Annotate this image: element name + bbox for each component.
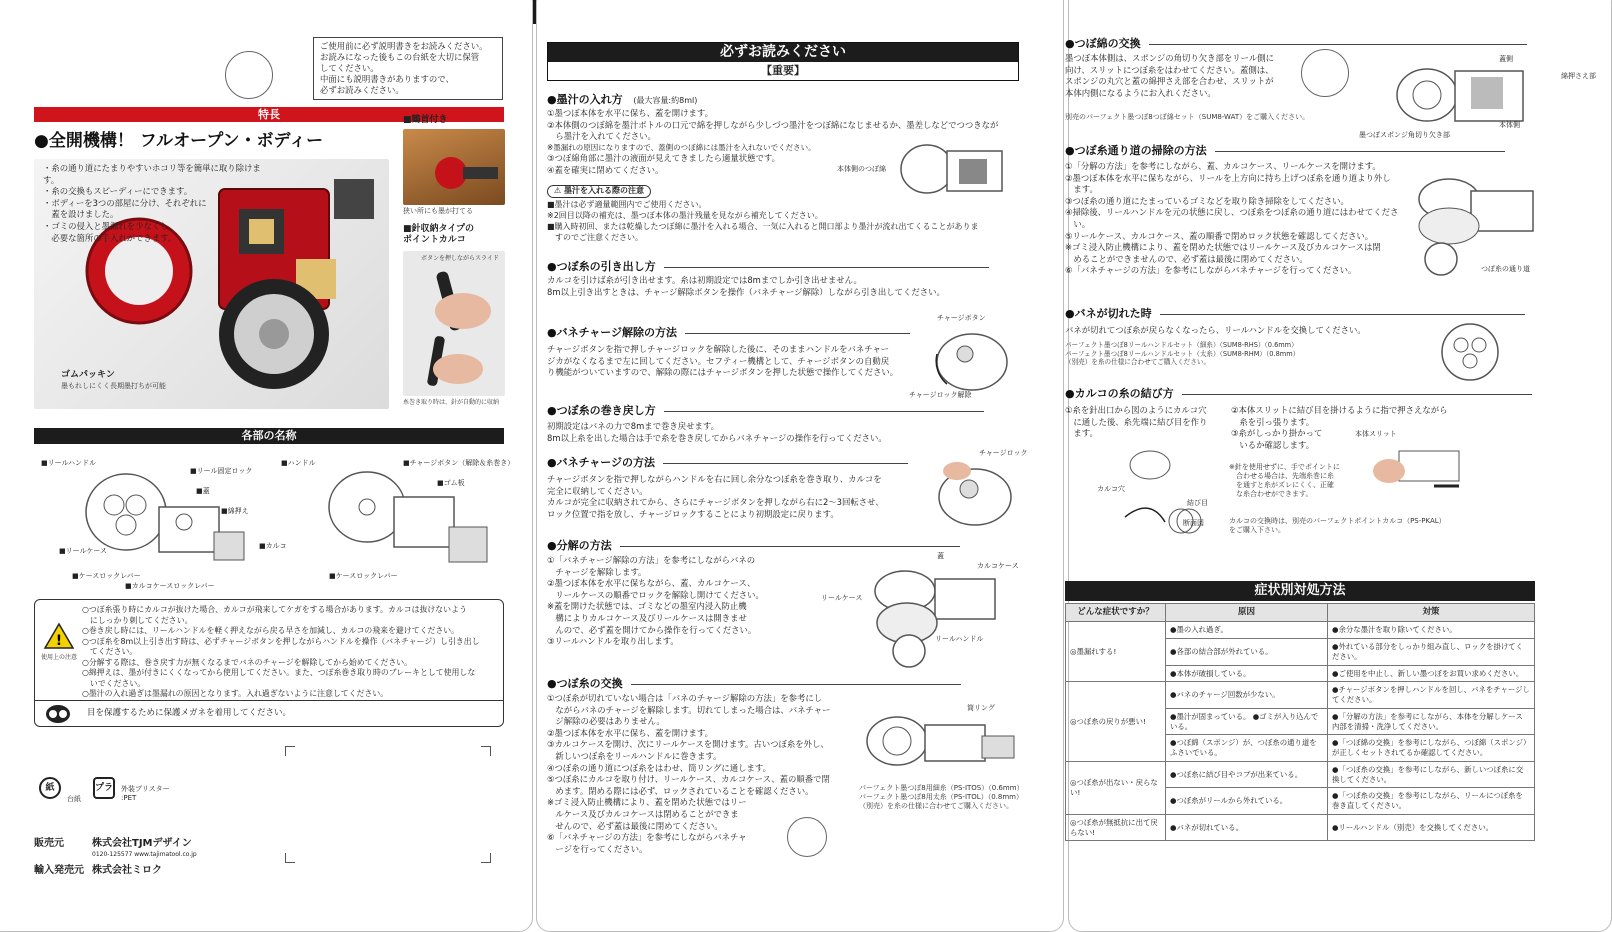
ink-caution: ■購入時初回、または乾燥したつぼ綿に墨汁を入れる場合、一気に入れると開口部より墨汁が流れ出てくることがありま [547, 222, 979, 232]
needle-photo [403, 251, 505, 396]
gasket-title: ゴムパッキン [61, 370, 115, 380]
spring-title: ●バネが切れた時 [1065, 307, 1525, 322]
release-line: ジカがなくなるまで左に回してください。セフティー機構として、チャージボタンの自動戻 [547, 355, 890, 366]
knot-line: ③糸がしっかり掛かって [1231, 428, 1323, 439]
read-first-notice [313, 37, 503, 100]
reel-handle-diagram [1435, 321, 1505, 383]
disassemble-label: カルコケース [977, 562, 1019, 570]
warning-box [34, 599, 504, 727]
warning-icon-wrap [41, 622, 77, 662]
hook-photo [403, 129, 505, 205]
knot-label: カルコ穴 [1097, 485, 1125, 493]
charge-line: ロック位置で指を放し、チャージロックすることにより初期設定に戻ります。 [547, 508, 839, 519]
charge-line: チャージボタンを指で押しながらハンドルを右に回し余分なつぼ糸を巻き取り、カルコを [547, 474, 882, 484]
disassemble-line: 構によりカルコケース及びリールケースは開きませ [547, 612, 747, 623]
notice-line: 必ずお読みください。 [320, 84, 404, 95]
fix-cell: ●ご使用を中止し、新しい墨つぼをお買い求めください。 [1328, 665, 1535, 682]
clean-line: ②墨つぼ本体を水平に保ちながら、リールを上方向に持ち上げつぼ糸を通り道より外し [1065, 172, 1391, 183]
rewind-line: 初期設定はバネの力で8mまで巻き戻せます。 [547, 421, 719, 431]
ink-caution: ※2回目以降の補充は、墨つぼ本体の墨汁残量を見ながら補充してください。 [547, 211, 823, 221]
table-row [1066, 761, 1535, 788]
clean-line: ※ゴミ浸入防止機構により、蓋を閉めた状態ではリールケース及びカルコケースは閉 [1065, 242, 1381, 253]
karuko-note [1229, 517, 1446, 535]
part-label: ■リールケース [59, 547, 107, 555]
clean-line: ます。 [1065, 184, 1098, 195]
replace-note-line: パーフェクト墨つぼ8用太糸（PS-ITOL）（0.8mm） [859, 793, 1023, 802]
knot-note-line: を通すと糸がズレにくく、正確 [1229, 481, 1334, 490]
recycle-paper-label: 台紙 [67, 795, 81, 803]
rewind-title: ●つぼ糸の巻き戻し方 [547, 404, 984, 419]
spring-text: バネが切れてつぼ糸が戻らなくなったら、リールハンドルを交換してください。 [1065, 325, 1366, 335]
replace-line: せんので、必ず蓋は最後に閉めてください。 [547, 820, 723, 831]
release-label: チャージロック解除 [909, 391, 972, 399]
warning-item: ○墨汁の入れ過ぎは墨漏れの原因となります。入れ過ぎないように注意してください。 [82, 689, 389, 698]
disassemble-line: ③リールハンドルを取り出します。 [547, 636, 679, 647]
ink-step: ②本体側のつぼ綿を墨汁ボトルの口元で綿を押しながら少しづつ墨汁をつぼ綿になじませるか、墨差しなどでつつきなが [547, 119, 999, 130]
replace-line: ージを行ってください。 [547, 843, 648, 854]
importer-name: 株式会社ミロク [92, 865, 162, 876]
hanging-hole [1301, 49, 1349, 97]
replace-line: ルケース及びカルコケースは閉めることができま [547, 808, 739, 819]
fix-cell: ●「分解の方法」を参考にしながら、本体を分解しケース内部を清掃・洗浄してください。 [1328, 708, 1535, 735]
knot-line: ます。 [1065, 428, 1098, 439]
needle-note: 糸巻き取り時は、針が自動的に収納 [403, 399, 500, 406]
ink-caution-title [547, 185, 651, 198]
notice-line: してください。 [320, 62, 379, 73]
feature-item: 蓋を設けました。 [43, 209, 119, 220]
cotton-title: ●つぼ綿の交換 [1065, 37, 1527, 52]
replace-line: ②墨つぼ本体を水平に保ち、蓋を開けます。 [547, 727, 713, 738]
table-header-row [1066, 604, 1535, 622]
cause-cell: ●墨汁が固まっている。 ●ゴミが入り込んでいる。 [1166, 708, 1328, 735]
ink-cotton-label: 本体側のつぼ綿 [837, 165, 886, 173]
needle-title [403, 224, 474, 246]
knot-left [1065, 405, 1235, 440]
needle-title-line: ポイントカルコ [403, 234, 466, 245]
cotton-line: 向け、スリットにつぼ糸をはわせてください。蓋側は、 [1065, 64, 1274, 75]
disassemble-diagram [867, 561, 1017, 671]
clean-title: ●つぼ糸通り道の掃除の方法 [1065, 144, 1505, 159]
cotton-line: 墨つぼ本体側は、スポンジの角切り欠き部をリール側に [1065, 53, 1274, 63]
release-diagram [927, 324, 1027, 394]
ink-step: ③つぼ綿角部に墨汁の液面が見えてきましたら適量状態です。 [547, 153, 780, 164]
parts-bar: 各部の名称 [34, 428, 504, 444]
knot-line: いるか確認します。 [1231, 439, 1315, 450]
recycle-plastic-material: :PET [121, 794, 137, 803]
part-label: ■ゴム板 [437, 479, 465, 487]
warning-item: てください。 [82, 647, 138, 656]
recycle-plastic-label: 外装ブリスター [121, 785, 170, 793]
cotton-line: スポンジの丸穴と蓋の綿押さえ部を合わせ、スリットが [1065, 76, 1274, 87]
pull-title: ●つぼ糸の引き出し方 [547, 260, 989, 275]
features-text [43, 163, 273, 244]
replace-line: ⑥「バネチャージの方法」を参考にしながらバネチャ [547, 832, 747, 843]
knot-note-line: 合わせる場合は、先端糸巻に糸 [1229, 472, 1334, 481]
fix-cell: ●外れている部分をしっかり組み直し、ロックを掛けてください。 [1328, 638, 1535, 665]
replace-diagram [857, 711, 1022, 773]
part-label: ■ケースロックレバー [72, 572, 141, 580]
fix-cell: ●余分な墨汁を取り除いてください。 [1328, 622, 1535, 639]
replace-note-line: （別売）を糸の仕様に合わせてご購入ください。 [859, 802, 1013, 811]
disassemble-line: ②墨つぼ本体を水平に保ちながら、蓋、カルコケース、 [547, 578, 756, 589]
part-label: ■リール固定ロック [190, 467, 253, 475]
part-label: ■ケースロックレバー [329, 572, 398, 580]
cause-cell: ●つぼ糸がリールから外れている。 [1166, 788, 1328, 815]
warning-triangle-icon [44, 622, 74, 650]
warning-list [82, 605, 500, 700]
knot-note-line: な糸合わせができます。 [1229, 490, 1313, 499]
knot-label: 断面図 [1183, 519, 1204, 527]
pull-text [547, 275, 1027, 298]
needle-photo-illustration [403, 251, 505, 396]
cotton-label: 墨つぼスポンジ角切り欠き部 [1359, 131, 1450, 139]
ink-section-title [547, 93, 697, 108]
plastic-recycle-icon: プラ [93, 777, 115, 799]
part-label: ■リールハンドル [41, 459, 96, 467]
cause-cell: ●各部の結合部が外れている。 [1166, 638, 1328, 665]
cotton-line: 本体内側になるようにお入れください。 [1065, 87, 1216, 98]
clean-line: ①「分解の方法」を参考にしながら、蓋、カルコケース、リールケースを開けます。 [1065, 161, 1381, 171]
warning-item: にしっかり刺してください。 [82, 615, 193, 625]
karuko-note-line: をご購入下さい。 [1229, 526, 1285, 535]
ink-step: ④蓋を確実に閉めてください。 [547, 164, 664, 175]
pull-line: カルコを引けば糸が引き出せます。糸は初期設定では8mまでしか引き出せません。 [547, 275, 862, 285]
disassemble-label: 蓋 [937, 552, 944, 560]
warning-item: ○巻き戻し時には、リールハンドルを軽く押えながら戻る早さを加減し、カルコの飛来を避けてください。 [82, 626, 460, 635]
cotton-label: 綿押さえ部 [1561, 72, 1596, 80]
ink-diagram [897, 139, 1017, 199]
seller-contact: 0120-125577 www.tajimatool.co.jp [92, 851, 197, 858]
notice-line: お読みになった後もこの台紙を大切に保管 [320, 51, 480, 62]
hanging-hole [225, 51, 273, 99]
fix-cell: ●チャージボタンを押しハンドルを回し、バネをチャージしてください。 [1328, 682, 1535, 709]
charge-line: カルコが完全に収納されてから、さらにチャージボタンを押しながら右に2〜3回転させ、 [547, 497, 884, 508]
knot-line: ②本体スリットに結び目を掛けるように指で押さえながら [1231, 405, 1448, 415]
part-label: ■カルコケースロックレバー [125, 582, 215, 590]
knot-note-line: ※針を使用せずに、手でポイントに [1229, 463, 1340, 471]
hook-note: 狭い所にも墨が打てる [403, 207, 473, 215]
seller-name: 株式会社TJMデザイン [92, 838, 192, 849]
disassemble-label: リールケース [821, 594, 863, 602]
table-title: 症状別対処方法 [1065, 581, 1535, 601]
clean-line: い。 [1065, 218, 1091, 229]
replace-label: 筒リング [967, 704, 995, 712]
clean-line: ③つぼ糸の通り道にたまっているゴミなどを取り除き掃除をしてください。 [1065, 195, 1349, 206]
importer-label: 輸入発売元 [34, 865, 84, 876]
hook-photo-illustration [403, 129, 505, 205]
warning-divider [35, 700, 503, 701]
warning-item: ○つぼ糸を8m以上引き出す時は、必ずチャージボタンを押しながらハンドルを操作（バネチャージ）し引き出し [82, 636, 480, 646]
important-subtitle: 【重要】 [761, 64, 805, 77]
table-row [1066, 814, 1535, 841]
replace-line: ④つぼ糸の通り道につぼ糸をはわせ、筒リングに通します。 [547, 762, 771, 773]
clean-label: つぼ糸の通り道 [1481, 265, 1530, 273]
needle-slide-label: ボタンを押しながらスライド [421, 255, 499, 262]
disassemble-label: リールハンドル [935, 635, 984, 643]
knot-label: 結び目 [1187, 499, 1208, 507]
goggles-icon [45, 704, 71, 724]
crop-mark [285, 853, 295, 863]
knot-line: ①糸を針出口から図のようにカルコ穴 [1065, 405, 1207, 415]
warning-icon-label: 使用上の注意 [41, 654, 78, 662]
warning-item: ○分解する際は、巻き戻す力が無くなるまでバネのチャージを解除してから始めてください。 [82, 657, 413, 667]
disassemble-text [547, 555, 797, 648]
ink-caution: ■墨汁は必ず適量範囲内でご使用ください。 [547, 200, 707, 209]
knot-line: 糸を引っ張ります。 [1231, 416, 1315, 427]
replace-line: ③カルコケースを開け、次にリールケースを開けます。古いつぼ糸を外し、 [547, 739, 829, 750]
warning-item: ○綿押えは、墨が付きにくくなってから使用してください。また、つぼ糸巻き取り時のブレーキとして使用しな [82, 668, 476, 677]
headline: ●全開機構！ フルオープン・ボディー [34, 131, 324, 151]
features-bar: 特長 [34, 107, 504, 122]
clean-text [1065, 161, 1405, 277]
disassemble-line: ※蓋を開けた状態では、ゴミなどの墨室内浸入防止機 [547, 601, 747, 612]
rewind-text [547, 421, 1027, 444]
feature-item: 必要な箇所の手入れができます。 [43, 232, 177, 243]
warning-item: ○つぼ糸張り時にカルコが抜けた場合、カルコが飛来してケガをする場合があります。カルコは抜けないよう [82, 605, 467, 614]
ink-step: ら墨汁を入れてください。 [547, 131, 656, 142]
release-text [547, 344, 917, 379]
table-row [1066, 622, 1535, 639]
knot-line: に通した後、糸先端に結び目を作り [1065, 416, 1208, 427]
column-header: 対策 [1328, 604, 1535, 622]
ink-title: ●墨汁の入れ方 [547, 93, 631, 106]
cause-cell: ●つぼ糸に結び目やコブが出来ている。 [1166, 761, 1328, 788]
recycle-plastic [121, 785, 170, 803]
part-label: ■ハンドル [281, 459, 316, 467]
panel-front [0, 0, 533, 932]
needle-title-line: ■針収納タイプの [403, 224, 475, 234]
cause-cell: ●本体が破損している。 [1166, 665, 1328, 682]
rewind-line: 8m以上糸を出した場合は手で糸を巻き戻してからバネチャージの操作を行ってください。 [547, 432, 887, 443]
crop-mark [481, 853, 491, 863]
replace-line: ※ゴミ浸入防止機構により、蓋を閉めた状態ではリー [547, 797, 747, 808]
cotton-label: 蓋側 [1499, 55, 1513, 63]
replace-title: ●つぼ糸の交換 [547, 677, 961, 692]
hanging-hole [787, 817, 827, 857]
caution-icon: ⚠ [554, 186, 562, 195]
cause-cell: ●つぼ綿（スポンジ）が、つぼ糸の通り道をふさいでいる。 [1166, 735, 1328, 762]
knot-note [1229, 463, 1340, 499]
fix-cell: ●「つぼ糸の交換」を参考にしながら、新しいつぼ糸に交換してください。 [1328, 761, 1535, 788]
disassemble-line: んので、必ず蓋を開けてから操作を行ってください。 [547, 624, 757, 635]
spring-notes [1065, 341, 1299, 367]
crop-mark [481, 746, 491, 756]
knot-diagram-right [1359, 441, 1489, 501]
charge-title: ●バネチャージの方法 [547, 456, 908, 471]
symptom-cell: ◎つぼ糸が無抵抗に出て戻らない! [1066, 814, 1166, 841]
clean-line: ⑤リールケース、カルコケース、蓋の順番で閉めロック状態を確認してください。 [1065, 230, 1374, 241]
important-header [547, 42, 1019, 81]
clean-line: めることができませんので、必ず蓋は最後に閉めてください。 [1065, 253, 1308, 264]
replace-line: ジ解除の必要はありません。 [547, 716, 665, 727]
knot-label: 本体スリット [1355, 430, 1397, 438]
charge-line: 完全に収納してください。 [547, 485, 648, 496]
parts-diagram-right [319, 467, 494, 577]
disassemble-title: ●分解の方法 [547, 539, 960, 554]
table-row [1066, 682, 1535, 709]
clean-line: ⑥「バネチャージの方法」を参考にしながらバネチャージを行ってください。 [1065, 265, 1357, 276]
charge-text [547, 474, 917, 520]
part-label: ■カルコ [259, 542, 287, 550]
parts-diagram-left [74, 467, 254, 577]
replace-line: ①つぼ糸が切れていない場合は「バネのチャージ解除の方法」を参考にし [547, 693, 823, 703]
goggle-text: 目を保護するために保護メガネを着用してください。 [87, 708, 292, 718]
hook-title: ■鶴首付き [403, 115, 448, 125]
fix-cell: ●「つぼ糸の交換」を参考にしながら、リールにつぼ糸を巻き直してください。 [1328, 788, 1535, 815]
gasket-note: 墨もれしにくく長期墨打ちが可能 [61, 382, 166, 390]
release-label: チャージボタン [937, 314, 986, 322]
cause-cell: ●バネのチャージ回数が少ない。 [1166, 682, 1328, 709]
release-title: ●バネチャージ解除の方法 [547, 326, 910, 341]
disassemble-line: ①「バネチャージ解除の方法」を参考にしながらバネの [547, 555, 756, 565]
replace-note [859, 784, 1024, 811]
disassemble-line: チャージを解除します。 [547, 566, 647, 577]
part-label: ■チャージボタン（解除＆糸巻き） [403, 459, 515, 467]
paper-recycle-icon: 紙 [39, 777, 61, 799]
feature-item: ・糸の通り道にたまりやすいホコリ等を簡単に取り除けます。 [43, 163, 261, 185]
release-line: チャージボタンを指で押しチャージロックを解除した後に、そのままハンドルをバネチャー [547, 344, 890, 354]
spring-note-line: （別売）を糸の仕様に合わせてご購入ください。 [1065, 358, 1211, 367]
release-line: り機能がついていますので、解除の際にはチャージボタンを押した状態で操作してください。 [547, 367, 899, 378]
replace-line: めます。閉める際には必ず、ロックされていることを確認ください。 [547, 785, 814, 796]
clean-diagram [1411, 171, 1541, 276]
clean-line: ④掃除後、リールハンドルを元の状態に戻し、つぼ糸をつぼ糸の通り道にはわせてくださ [1065, 207, 1399, 218]
part-label: ■蓋 [196, 487, 210, 495]
fix-cell: ●リールハンドル（別売）を交換してください。 [1328, 814, 1535, 841]
column-header: 原因 [1166, 604, 1328, 622]
karuko-note-line: カルコの交換時は、別売のパーフェクトポイントカルコ（PS-PKAL） [1229, 517, 1446, 525]
ink-step: ※墨漏れの原因になりますので、蓋側のつぼ綿には墨汁を入れないでください。 [547, 142, 816, 152]
knot-title: ●カルコの糸の結び方 [1065, 387, 1532, 402]
notice-line: 中面にも説明書きがありますので、 [320, 73, 454, 84]
symptom-cell: ◎つぼ糸の戻りが悪い! [1066, 682, 1166, 762]
feature-item: ・糸の交換もスピーディーにできます。 [43, 186, 193, 197]
replace-note-line: パーフェクト墨つぼ8用細糸（PS-ITOS）（0.6mm） [859, 784, 1024, 792]
feature-item: ・ボディーを3つの部屋に分け、それぞれに [43, 197, 207, 208]
replace-line: ながらバネのチャージを解除します。切れてしまった場合は、バネチャー [547, 704, 831, 715]
panel-maintenance [1065, 0, 1612, 932]
panel-instructions [536, 0, 1064, 932]
crop-mark [285, 746, 295, 756]
svg-text:!: ! [55, 633, 63, 649]
part-label: ■綿押え [221, 507, 249, 515]
symptom-cell: ◎墨漏れする! [1066, 622, 1166, 682]
pull-line: 8m以上引き出すときは、チャージ解除ボタンを操作（バネチャージ解除）しながら引き出してください。 [547, 286, 945, 297]
cause-cell: ●墨の入れ過ぎ。 [1166, 622, 1328, 639]
ink-caution: すのでご注意ください。 [547, 233, 643, 243]
symptom-table [1065, 603, 1535, 841]
ink-step: ①墨つぼ本体を水平に保ち、蓋を開けます。 [547, 108, 713, 118]
column-header: どんな症状ですか？ [1066, 604, 1166, 622]
cause-cell: ●バネが切れている。 [1166, 814, 1328, 841]
warning-item: いでください。 [82, 678, 146, 688]
feature-item: ・ゴミの侵入と墨漏れを少なくし、 [43, 220, 177, 231]
spring-note-line: パーフェクト墨つぼ8リールハンドルセット（細糸）（SUM8-RHS）（0.6mm） [1065, 341, 1298, 349]
replace-line: ⑤つぼ糸にカルコを取り付け、リールケース、カルコケース、蓋の順番で閉 [547, 774, 830, 785]
ink-cautions [547, 199, 1027, 243]
fix-cell: ●「つぼ綿の交換」を参考にしながら、つぼ綿（スポンジ）が正しくセットされてるか確認してください。 [1328, 735, 1535, 762]
replace-line: 新しいつぼ糸をリールハンドルに巻きます。 [547, 750, 722, 761]
ink-capacity: (最大容量:約8ml) [633, 96, 698, 105]
cotton-note: 別売のパーフェクト墨つぼ8つぼ綿セット（SUM8-WAT）をご購入ください。 [1065, 113, 1310, 121]
notice-line: ご使用前に必ず説明書きをお読みください。 [320, 41, 488, 51]
symptom-cell: ◎つぼ糸が出ない・戻らない! [1066, 761, 1166, 814]
spring-note-line: パーフェクト墨つぼ8リールハンドルセット（太糸）（SUM8-RHM）（0.8mm） [1065, 349, 1300, 358]
cotton-label: 本体側 [1499, 121, 1520, 129]
ink-caution-label: 墨汁を入れる際の注意 [563, 186, 644, 195]
disassemble-line: リールケースの順番でロックを解除し開けてください。 [547, 589, 764, 600]
important-title: 必ずお読みください [548, 43, 1018, 62]
seller-label: 販売元 [34, 838, 64, 849]
charge-diagram [927, 457, 1027, 527]
charge-label: チャージロック [979, 449, 1028, 457]
symptom-table-wrap [1065, 603, 1535, 841]
